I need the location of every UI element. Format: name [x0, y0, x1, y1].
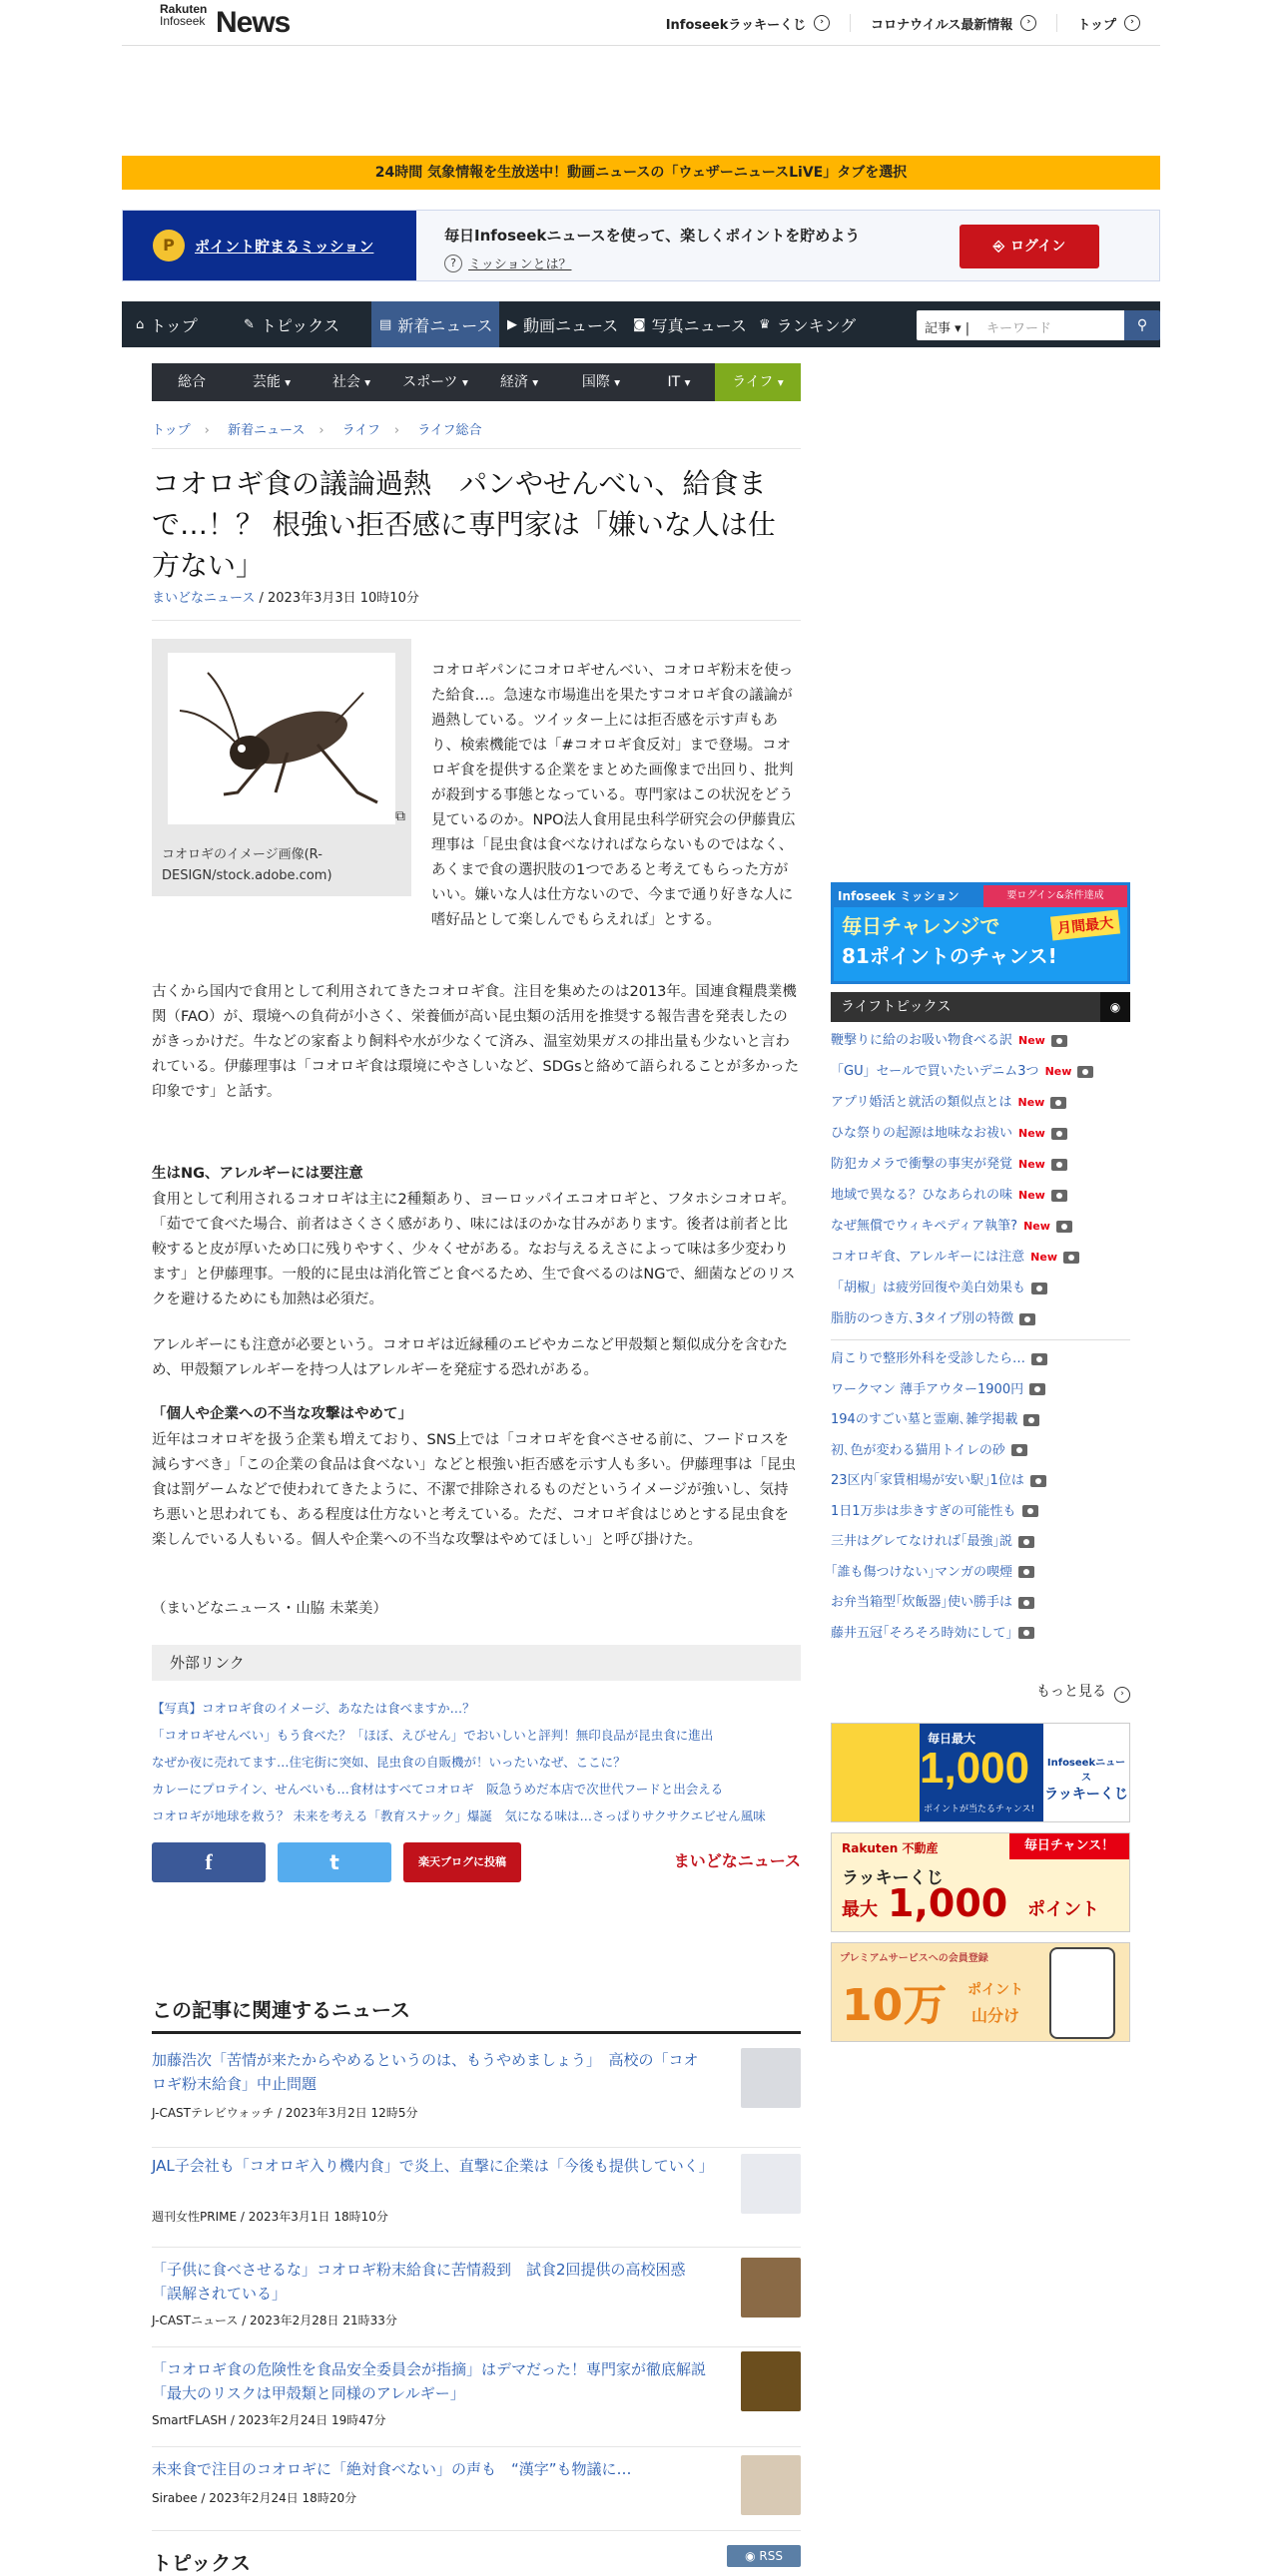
mission-banner-sub: 要ログイン&条件達成 — [983, 885, 1127, 907]
caret-down-icon: ▾ — [532, 375, 539, 389]
topics-heading: トピックス — [152, 2551, 251, 2575]
doc-icon: ▤ — [379, 316, 392, 332]
life-topic-item[interactable] — [831, 1533, 1130, 1551]
camera-icon — [1019, 1313, 1035, 1325]
external-link[interactable]: 【写真】コオロギ食のイメージ、あなたは食べますか…？ — [152, 1701, 475, 1716]
life-topic-title: 初､色が変わる猫用トイレの砂 — [831, 1442, 1005, 1458]
nav-label: 新着ニュース — [397, 315, 493, 335]
nav-label: トピックス — [260, 315, 340, 335]
life-topic-title: 鞭撃りに給のお吸い物食べる訳 — [831, 1033, 1013, 1048]
header-link-label: コロナウイルス最新情報 — [871, 17, 1013, 33]
related-thumb — [741, 2351, 801, 2411]
lucky-kuji-banner[interactable] — [831, 1723, 1130, 1822]
ad1-top: 毎日最大 — [928, 1732, 976, 1746]
maidona-logo[interactable] — [653, 1848, 801, 1876]
brand-news: News — [216, 6, 291, 39]
new-badge: New — [1018, 1127, 1045, 1140]
rss-icon[interactable]: ◉ — [1100, 992, 1130, 1022]
life-topic-item[interactable] — [831, 1156, 1130, 1174]
life-topic-title: 三井はグレてなければ｢最強｣説 — [831, 1534, 1013, 1549]
chevron-right-icon: › — [319, 423, 324, 438]
crumb-latest[interactable]: 新着ニュース — [227, 423, 306, 438]
life-topic-item[interactable] — [831, 1094, 1130, 1112]
life-topic-item[interactable] — [831, 1218, 1130, 1236]
camera-icon — [1011, 1444, 1027, 1456]
ad3-head: プレミアムサービスへの会員登録 — [840, 1953, 988, 1964]
article-byline: （まいどなニュース・山脇 未菜美） — [152, 1601, 387, 1617]
life-topic-title: 「GU」セールで買いたいデニム3つ — [831, 1064, 1039, 1079]
life-topic-title: アプリ婚活と就活の類似点とは — [831, 1095, 1012, 1110]
nav-topics[interactable] — [230, 301, 351, 347]
life-topics-title: ライフトピックス — [841, 999, 952, 1015]
camera-icon — [1051, 1190, 1067, 1202]
photo-caption: コオロギのイメージ画像(R-DESIGN/stock.adobe.com) — [162, 847, 332, 883]
article-paragraph: 古くから国内で食用として利用されてきたコオロギ食。注目を集めたのは2013年。国連食糧農業機関（FAO）が、環境への負荷が小さく、栄養価が高い昆虫類の活用を推奨する報告書を発表したのがきっかけだ。牛などの家畜より飼料や水が少なくて済み、温室効果ガスの排出量も少ないと言われている。伊藤理事は「コオロギ食は環境にやさしいなど、SDGsと絡めて語られることが多かった印象です」と話す。 — [152, 984, 800, 1100]
mission-banner-badge: 月間最大 — [1050, 910, 1120, 941]
maidona-logo-text: まいどなニュース — [673, 1851, 801, 1870]
search-icon: ⚲ — [1136, 317, 1148, 333]
life-topic-item[interactable] — [831, 1503, 1130, 1521]
crumb-life[interactable]: ライフ — [341, 423, 380, 438]
chevron-right-icon: › — [1124, 15, 1140, 31]
header-nav — [646, 0, 1160, 46]
life-topic-item[interactable] — [831, 1032, 1130, 1050]
mission-headline: 毎日Infoseekニュースを使って、楽しくポイントを貯めよう — [444, 227, 861, 245]
cat-label: 社会 — [331, 374, 360, 390]
camera-icon — [1023, 1414, 1039, 1426]
life-topic-title: 肩こりで整形外科を受診したら… — [831, 1351, 1026, 1366]
mission-help-link[interactable] — [444, 254, 860, 272]
site-header — [122, 0, 1160, 46]
camera-icon — [1018, 1536, 1034, 1548]
ad2-tag: 毎日チャンス！ — [1009, 1833, 1129, 1859]
site-logo[interactable] — [160, 2, 291, 39]
related-item[interactable] — [152, 2248, 801, 2347]
caret-down-icon: ▾ — [462, 375, 468, 389]
chevron-right-icon: › — [1114, 1687, 1130, 1703]
life-topic-item[interactable] — [831, 1442, 1130, 1460]
life-topic-title: ひな祭りの起源は地味なお祓い — [831, 1126, 1013, 1141]
cat-label: 経済 — [499, 374, 528, 390]
cat-label: 国際 — [581, 374, 610, 390]
article-source[interactable]: まいどなニュース — [152, 591, 256, 606]
life-topic-title: ワークマン 薄手アウター1900円 — [831, 1381, 1024, 1397]
related-thumb — [741, 2258, 801, 2318]
related-item[interactable] — [152, 2148, 801, 2248]
article-meta — [152, 587, 801, 621]
related-meta: 週刊女性PRIME / 2023年3月1日 18時10分 — [152, 2210, 388, 2224]
cat-label: スポーツ — [402, 374, 458, 390]
life-topic-item[interactable] — [831, 1125, 1130, 1143]
life-topic-item[interactable] — [831, 1625, 1130, 1643]
ad3-unit: ポイント — [967, 1982, 1023, 1998]
facebook-share-button[interactable] — [152, 1842, 266, 1882]
point-coin-icon: P — [153, 230, 185, 261]
ad2-brand: Rakuten 不動産 — [842, 1841, 939, 1855]
cat-entertainment[interactable] — [232, 363, 312, 401]
life-topic-item[interactable] — [831, 1411, 1130, 1429]
camera-icon — [1051, 1128, 1067, 1140]
life-topic-title: 脂肪のつき方､3タイプ別の特徴 — [831, 1311, 1014, 1326]
ad2-l2: 最大 — [842, 1899, 878, 1920]
header-link-label: Infoseekラッキーくじ — [665, 17, 807, 33]
question-icon: ? — [444, 255, 462, 272]
paragraph-text: コオロギパンにコオロギせんべい、コオロギ粉末を使った給食…。急速な市場進出を果たすコオロギ食の議論が過熱している。ツイッター上には拒否感を示す声もあり、検索機能では「#コオロギ食反対」まで登場。コオロギ食を提供する企業をまとめた画像まで出回り、批判が殺到する事態となっている。専門家はこの状況をどう見ているのか。NPO法人食用昆虫科学研究会の伊藤貴広理事は「昆虫食は食べなければならないものではなく、あくまで食の選択肢の1つであると考えてもらった方がいい。嫌いな人は仕方ないので、今まで通り好きな人に嗜好品として楽しんでもらえれば」とする。 — [431, 663, 796, 928]
mission-link[interactable] — [123, 211, 416, 280]
more-link[interactable] — [831, 1681, 1130, 1703]
mascot-image — [832, 1724, 920, 1822]
camera-icon — [1018, 1597, 1034, 1609]
article-paragraph: 近年はコオロギを扱う企業も増えており、SNS上では「コオロギを食べさせる前に、フードロスを減らすべき」「この企業の食品は食べない」などと根強い拒否感を示す人も多い。伊藤理事は「昆虫食は罰ゲームなどで使われてきたように、不潔で排除されるものだというイメージが強いし、気持ち悪いと思われても、ある程度は仕方ないと考えている。ただ、コオロギ食はじめとする昆虫食を楽しんでいる人もいる。個人や企業への不当な攻撃はやめてほしい」と呼び掛けた。 — [152, 1432, 796, 1548]
brand-infoseek: Infoseek — [160, 14, 206, 28]
life-topic-item[interactable] — [831, 1187, 1130, 1205]
cat-label: ライフ — [732, 374, 774, 390]
search-scope-select[interactable]: 記事 ▾ | — [925, 321, 970, 336]
caret-down-icon: ▾ — [364, 375, 371, 389]
life-topic-title: 「胡椒」は疲労回復や美白効果も — [831, 1281, 1026, 1295]
ad3-sub: 山分け — [971, 2006, 1020, 2025]
caret-down-icon: ▾ — [614, 375, 621, 389]
rakuten-realestate-banner[interactable] — [831, 1832, 1130, 1932]
caret-down-icon: ▾ — [684, 375, 691, 389]
related-thumb — [741, 2048, 801, 2108]
caret-down-icon: ▾ — [285, 375, 292, 389]
article-subheading: 「個人や企業への不当な攻撃はやめて」 — [152, 1406, 412, 1422]
camera-icon: ◙ — [633, 316, 646, 332]
pen-icon: ✎ — [244, 316, 255, 332]
category-nav — [152, 363, 801, 401]
nav-ranking[interactable] — [749, 301, 879, 347]
camera-icon — [1031, 1353, 1047, 1365]
phone-image — [1049, 1947, 1115, 2039]
camera-icon — [1077, 1066, 1093, 1078]
chevron-right-icon: › — [814, 15, 830, 31]
header-link-lucky[interactable] — [646, 14, 850, 32]
divider — [831, 1339, 1130, 1340]
cat-life[interactable] — [715, 363, 801, 401]
camera-icon — [1030, 1475, 1046, 1487]
life-topic-item[interactable] — [831, 1280, 1130, 1297]
related-meta: SmartFLASH / 2023年2月24日 19時47分 — [152, 2413, 386, 2427]
premium-banner[interactable] — [831, 1942, 1130, 2042]
new-badge: New — [1017, 1096, 1045, 1109]
life-topic-title: 194のすごい墓と霊廟､雑学掲載 — [831, 1412, 1018, 1427]
search-scope-label: 記事 — [925, 321, 952, 336]
new-badge: New — [1018, 1034, 1045, 1047]
related-title: 「子供に食べさせるな」コオロギ粉末給食に苦情殺到 試食2回提供の高校困惑「誤解されている」 — [152, 2261, 686, 2303]
nav-label: トップ — [150, 315, 198, 335]
article-title: コオロギ食の議論過熱 パンやせんべい、給食まで…！？ 根強い拒否感に専門家は「嫌いな人は仕方ない」 — [152, 467, 776, 582]
new-badge: New — [1018, 1158, 1045, 1171]
related-meta: J-CASTニュース / 2023年2月28日 21時33分 — [152, 2314, 397, 2327]
rss-label: RSS — [759, 2549, 783, 2563]
mission-link-label: ポイント貯まるミッション — [195, 237, 374, 256]
login-icon: ⎆ — [992, 239, 1004, 255]
nav-label: 動画ニュース — [523, 315, 619, 335]
cat-general[interactable]: 総合 — [178, 374, 206, 390]
life-topic-item[interactable] — [831, 1594, 1130, 1612]
mission-banner-tag: Infoseek ミッション — [838, 889, 960, 903]
caret-down-icon: ▾ — [777, 375, 784, 389]
life-topic-title: 藤井五冠｢そろそろ時効にして｣ — [831, 1625, 1013, 1641]
life-topic-title: なぜ無償でウィキペディア執筆? — [831, 1219, 1018, 1234]
life-topic-item[interactable] — [831, 1063, 1130, 1081]
more-label: もっと見る — [1036, 1684, 1106, 1700]
new-badge: New — [1030, 1251, 1057, 1264]
search-button[interactable] — [1124, 310, 1160, 340]
camera-icon — [1051, 1035, 1067, 1047]
related-meta: J-CASTテレビウォッチ / 2023年3月2日 12時5分 — [152, 2106, 418, 2120]
article-paragraph: アレルギーにも注意が必要という。コオロギは近縁種のエビやカニなど甲殻類と類似成分を含むため、甲殻類アレルギーを持つ人はアレルギーを発症する恐れがある。 — [152, 1337, 789, 1378]
life-topic-item[interactable] — [831, 1564, 1130, 1582]
camera-icon — [1031, 1283, 1047, 1294]
ad2-unit: ポイント — [1027, 1899, 1099, 1920]
mission-bar — [122, 210, 1160, 281]
mission-banner-line2: 81ポイントのチャンス! — [842, 944, 1057, 968]
article-date: / 2023年3月3日 10時10分 — [255, 591, 419, 606]
camera-icon — [1018, 1627, 1034, 1639]
camera-icon — [1029, 1383, 1045, 1395]
global-nav — [122, 301, 1160, 347]
related-title: 「コオロギ食の危険性を食品安全委員会が指摘」はデマだった！専門家が徹底解説「最大のリスクは甲殻類と同様のアレルギー」 — [152, 2360, 707, 2402]
weather-banner[interactable]: 24時間 気象情報を生放送中！動画ニュースの「ウェザーニュースLiVE」タブを選択 — [122, 156, 1160, 190]
life-topic-title: お弁当箱型｢炊飯器｣使い勝手は — [831, 1595, 1013, 1610]
breadcrumb — [152, 419, 801, 449]
new-badge: New — [1023, 1220, 1050, 1233]
ad1-r2: ラッキーくじ — [1044, 1787, 1128, 1803]
search-input[interactable]: キーワード — [986, 321, 1052, 336]
camera-icon — [1063, 1252, 1079, 1264]
chevron-right-icon: › — [1020, 15, 1036, 31]
new-badge: New — [1018, 1189, 1045, 1202]
life-topic-item[interactable] — [831, 1310, 1130, 1328]
life-topic-title: コオロギ食、アレルギーには注意 — [831, 1250, 1025, 1265]
life-topic-title: 1日1万歩は歩きすぎの可能性も — [831, 1503, 1016, 1519]
life-topics-heading — [831, 992, 1130, 1022]
related-title: JAL子会社も「コオロギ入り機内食」で炎上、直撃に企業は「今後も提供していく」 — [152, 2157, 714, 2175]
related-item[interactable] — [152, 2048, 801, 2148]
header-link-top[interactable] — [1056, 14, 1160, 32]
related-thumb — [741, 2154, 801, 2214]
article-paragraph — [152, 659, 801, 933]
mission-help-label: ミッションとは？ — [468, 258, 572, 272]
play-icon: ▶ — [507, 316, 517, 332]
ad2-l1: ラッキーくじ — [842, 1868, 944, 1888]
rss-icon: ◉ — [745, 2549, 760, 2563]
life-topic-title: 23区内｢家賃相場が安い駅｣1位は — [831, 1473, 1024, 1488]
search-box — [917, 310, 1148, 340]
related-item[interactable] — [152, 2447, 801, 2531]
external-links-heading: 外部リンク — [152, 1645, 801, 1681]
related-thumb — [741, 2455, 801, 2515]
nav-photo[interactable] — [623, 301, 747, 347]
chevron-right-icon: › — [204, 423, 210, 438]
ad1-r1: Infoseekニュース — [1046, 1758, 1126, 1784]
cat-label: 芸能 — [252, 374, 281, 390]
header-link-label: トップ — [1077, 17, 1116, 33]
related-heading: この記事に関連するニュース — [152, 1994, 801, 2034]
cat-it[interactable] — [643, 363, 715, 401]
camera-icon — [1051, 1159, 1067, 1171]
mission-banner-line1: 毎日チャレンジで — [842, 914, 1000, 938]
brand-rakuten: Rakuten — [160, 2, 208, 16]
related-meta: Sirabee / 2023年2月24日 18時20分 — [152, 2491, 357, 2505]
camera-icon — [1050, 1097, 1066, 1109]
facebook-icon: f — [205, 1849, 213, 1874]
life-topic-title: 地域で異なる？ひなあられの味 — [831, 1188, 1013, 1203]
nav-top[interactable] — [122, 301, 230, 347]
header-link-corona[interactable] — [850, 14, 1056, 32]
ad1-sub: ポイントが当たるチャンス! — [924, 1804, 1035, 1814]
life-topic-title: 防犯カメラで衝撃の事実が発覚 — [831, 1157, 1013, 1172]
life-topic-item[interactable] — [831, 1350, 1130, 1368]
rss-button[interactable] — [727, 2545, 801, 2567]
twitter-icon: t — [329, 1850, 339, 1874]
cat-society[interactable] — [312, 363, 391, 401]
related-title: 加藤浩次「苦情が来たからやめるというのは、もうやめましょう」 高校の「コオロギ粉末給食」中止問題 — [152, 2051, 699, 2093]
camera-icon — [1018, 1566, 1034, 1578]
external-link[interactable]: カレーにプロテイン、せんべいも…食材はすべてコオロギ 阪急うめだ本店で次世代フードと出会える — [152, 1782, 724, 1797]
related-title: 未来食で注目のコオロギに「絶対食べない」の声も “漢字”も物議に… — [152, 2460, 632, 2478]
crown-icon: ♛ — [759, 316, 771, 332]
mission-banner[interactable] — [831, 882, 1130, 984]
ad2-big: 1,000 — [888, 1881, 1008, 1925]
nav-label: 写真ニュース — [651, 315, 747, 335]
camera-icon — [1056, 1221, 1072, 1233]
twitter-share-button[interactable] — [278, 1842, 391, 1882]
nav-video[interactable] — [499, 301, 623, 347]
zoom-icon[interactable]: ⧉ — [395, 808, 405, 824]
crumb-life-general[interactable]: ライフ総合 — [417, 423, 482, 438]
login-label: ログイン — [1009, 239, 1066, 255]
life-topic-title: ｢誰も傷つけない｣マンガの喫煙 — [831, 1564, 1013, 1580]
nav-latest[interactable] — [371, 301, 499, 347]
cat-economy[interactable] — [479, 363, 559, 401]
ad1-big: 1,000 — [920, 1744, 1030, 1793]
crumb-top[interactable]: トップ — [152, 423, 191, 438]
chevron-right-icon: › — [393, 423, 400, 438]
home-icon: ⌂ — [136, 316, 145, 332]
nav-label: ランキング — [776, 315, 857, 335]
cat-international[interactable] — [559, 363, 643, 401]
camera-icon — [1022, 1505, 1038, 1517]
external-link[interactable]: 「コオロギせんべい」もう食べた？「ほぼ、えびせん」でおいしいと評判！無印良品が昆虫食に進出 — [152, 1728, 714, 1743]
mission-text — [444, 225, 860, 272]
external-link[interactable]: なぜか夜に売れてます…住宅街に突如、昆虫食の自販機が！いったいなぜ、ここに？ — [152, 1755, 626, 1770]
article-paragraph: 食用として利用されるコオロギは主に2種類あり、ヨーロッパイエコオロギと、フタホシコオロギ。「茹でて食べた場合、前者はさくさく感があり、味にはほのかな甘みがあります。後者は前者と比較すると皮が厚いため口に残りやすく、少々くせがある。なお与えるえさによって味は多少変わります」と伊藤理事。一般的に昆虫は消化管ごと食べるため、生で食べるのはNGで、細菌などのリスクを避けるためにも加熱は必須だ。 — [152, 1192, 796, 1307]
article-subheading: 生はNG、アレルギーには要注意 — [152, 1166, 363, 1182]
life-topic-item[interactable] — [831, 1249, 1130, 1267]
rakuten-blog-button[interactable]: 楽天ブログに投稿 — [403, 1842, 521, 1882]
cat-sports[interactable] — [391, 363, 479, 401]
related-item[interactable] — [152, 2347, 801, 2447]
life-topic-item[interactable] — [831, 1472, 1130, 1490]
new-badge: New — [1044, 1065, 1072, 1078]
ad3-big: 10万 — [842, 1980, 948, 2031]
life-topic-item[interactable] — [831, 1381, 1130, 1399]
external-link[interactable]: コオロギが地球を救う？ 未来を考える「教育スナック」爆誕 気になる味は…さっぱりサクサクエビせん風味 — [152, 1808, 766, 1823]
cat-label: IT — [667, 374, 681, 390]
login-button[interactable] — [960, 225, 1099, 268]
